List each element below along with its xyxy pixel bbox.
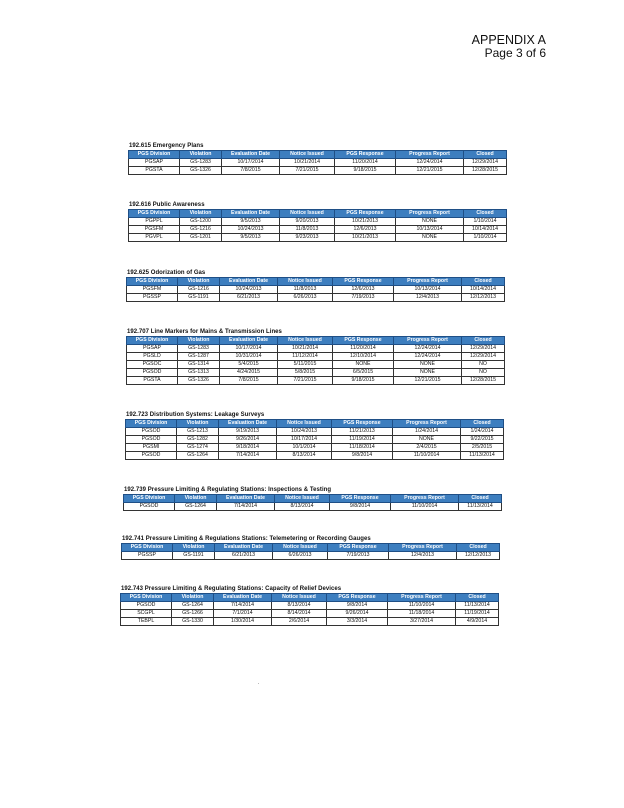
column-header: Violation xyxy=(180,151,222,159)
column-header: PGS Response xyxy=(335,210,396,218)
table-row xyxy=(127,361,505,369)
table-cell: 10/14/2014 xyxy=(464,226,507,234)
table-cell: 11/19/2014 xyxy=(456,610,499,618)
table-row xyxy=(127,294,505,302)
table-cell: 5/4/2015 xyxy=(220,361,278,369)
table-cell: 12/24/2014 xyxy=(396,159,464,167)
table-row xyxy=(127,286,505,294)
table-cell: 10/13/2014 xyxy=(394,286,462,294)
table-cell: 12/29/2014 xyxy=(462,345,505,353)
table-row xyxy=(127,377,505,385)
table-row xyxy=(121,602,499,610)
table-cell: 10/21/2014 xyxy=(278,345,333,353)
table-cell: 11/8/2013 xyxy=(280,226,335,234)
column-header: Violation xyxy=(180,210,222,218)
table-cell: 9/26/2014 xyxy=(219,436,277,444)
table-cell: GS-1201 xyxy=(180,234,222,242)
column-header: Evaluation Date xyxy=(219,420,277,428)
table-cell: GS-1330 xyxy=(172,618,214,626)
table-row xyxy=(129,167,507,175)
table-cell: 7/19/2013 xyxy=(333,294,394,302)
column-header: Progress Report xyxy=(396,151,464,159)
section-title: 192.625 Odorization of Gas xyxy=(127,270,206,276)
table-cell: 11/18/2014 xyxy=(332,444,393,452)
column-header: Progress Report xyxy=(393,420,461,428)
table-cell: PGSAP xyxy=(129,159,180,167)
table-cell: 12/29/2014 xyxy=(462,353,505,361)
table-cell: PGSOD xyxy=(126,428,177,436)
column-header: Progress Report xyxy=(394,337,462,345)
table-cell: 6/26/2013 xyxy=(278,294,333,302)
table-cell: 7/21/2015 xyxy=(280,167,335,175)
column-header: PGS Division xyxy=(129,210,180,218)
table-cell: 12/28/2015 xyxy=(464,167,507,175)
table-cell: 10/31/2014 xyxy=(220,353,278,361)
table-cell: 12/10/2014 xyxy=(333,353,394,361)
table-cell: PGSOD xyxy=(124,503,175,511)
table-cell: 11/21/2013 xyxy=(332,428,393,436)
table-cell: 12/6/2013 xyxy=(335,226,396,234)
table-cell: 10/24/2013 xyxy=(277,428,332,436)
section-5 xyxy=(123,487,502,511)
table-cell: 12/21/2015 xyxy=(394,377,462,385)
column-header: Notice Issued xyxy=(278,278,333,286)
column-header: Violation xyxy=(173,544,215,552)
table-cell: PGPPL xyxy=(129,218,180,226)
table-cell: GS-1216 xyxy=(178,286,220,294)
column-header: Closed xyxy=(456,594,499,602)
table-cell: 2/6/2014 xyxy=(272,618,327,626)
column-header: PGS Division xyxy=(127,278,178,286)
table-cell: 5/8/2015 xyxy=(278,369,333,377)
table-cell: 9/8/2014 xyxy=(330,503,391,511)
column-header: PGS Division xyxy=(124,495,175,503)
table-cell: 10/17/2014 xyxy=(277,436,332,444)
column-header: PGS Response xyxy=(333,278,394,286)
table-row xyxy=(126,436,504,444)
column-header: Notice Issued xyxy=(280,210,335,218)
table-cell: GS-1326 xyxy=(178,377,220,385)
table-header-row xyxy=(129,151,507,159)
table-row xyxy=(129,159,507,167)
table-cell: GS-1314 xyxy=(178,361,220,369)
table-cell: GS-1264 xyxy=(175,503,217,511)
column-header: Progress Report xyxy=(394,278,462,286)
table-cell: 12/24/2014 xyxy=(394,353,462,361)
table-cell: 8/13/2014 xyxy=(277,452,332,460)
table-cell: 10/1/2014 xyxy=(277,444,332,452)
table-cell: 9/18/2015 xyxy=(333,377,394,385)
table-cell: 11/19/2014 xyxy=(332,436,393,444)
table-cell: GS-1213 xyxy=(177,428,219,436)
column-header: Progress Report xyxy=(389,544,457,552)
table-cell: 10/14/2014 xyxy=(462,286,505,294)
table-header-row xyxy=(121,594,499,602)
table-cell: PGSTA xyxy=(127,377,178,385)
violations-table xyxy=(128,150,507,175)
table-cell: 9/18/2015 xyxy=(335,167,396,175)
table-cell: 7/19/2013 xyxy=(328,552,389,560)
table-row xyxy=(126,444,504,452)
table-row xyxy=(127,345,505,353)
column-header: PGS Division xyxy=(121,594,172,602)
table-cell: 2/4/2015 xyxy=(393,444,461,452)
column-header: Violation xyxy=(177,420,219,428)
section-title: 192.615 Emergency Plans xyxy=(129,143,204,149)
table-cell: 7/14/2014 xyxy=(217,503,275,511)
column-header: Evaluation Date xyxy=(220,337,278,345)
table-cell: PGSOD xyxy=(126,452,177,460)
table-cell: 9/5/2013 xyxy=(222,218,280,226)
table-cell: 1/30/2014 xyxy=(214,618,272,626)
table-cell: NONE xyxy=(396,218,464,226)
table-cell: GS-1274 xyxy=(177,444,219,452)
table-row xyxy=(127,369,505,377)
table-cell: PGSMI xyxy=(126,444,177,452)
column-header: Closed xyxy=(459,495,502,503)
table-header-row xyxy=(129,210,507,218)
table-cell: 1/24/2014 xyxy=(461,428,504,436)
table-cell: 12/6/2013 xyxy=(333,286,394,294)
table-cell: 9/20/2013 xyxy=(280,218,335,226)
table-cell: PGSFM xyxy=(127,286,178,294)
column-header: Notice Issued xyxy=(280,151,335,159)
table-cell: NO xyxy=(462,369,505,377)
table-cell: SCGPL xyxy=(121,610,172,618)
table-cell: 12/4/2013 xyxy=(394,294,462,302)
scan-speck xyxy=(258,683,259,684)
table-cell: GS-1282 xyxy=(177,436,219,444)
table-cell: PGSSP xyxy=(127,294,178,302)
table-cell: 11/13/2014 xyxy=(459,503,502,511)
table-cell: 10/21/2013 xyxy=(335,234,396,242)
table-cell: 7/1/2014 xyxy=(214,610,272,618)
table-cell: 10/24/2013 xyxy=(220,286,278,294)
table-cell: GS-1287 xyxy=(178,353,220,361)
column-header: Closed xyxy=(461,420,504,428)
table-cell: 11/10/2014 xyxy=(388,602,456,610)
column-header: PGS Division xyxy=(129,151,180,159)
table-cell: 12/12/2013 xyxy=(462,294,505,302)
column-header: Notice Issued xyxy=(275,495,330,503)
table-cell: 9/8/2014 xyxy=(332,452,393,460)
table-cell: 3/3/2014 xyxy=(327,618,388,626)
table-cell: 12/28/2015 xyxy=(462,377,505,385)
table-cell: 1/10/2014 xyxy=(464,234,507,242)
table-cell: 11/13/2014 xyxy=(461,452,504,460)
column-header: Evaluation Date xyxy=(215,544,273,552)
table-cell: NO xyxy=(462,361,505,369)
page-number: Page 3 of 6 xyxy=(484,46,546,60)
column-header: Notice Issued xyxy=(277,420,332,428)
column-header: Progress Report xyxy=(388,594,456,602)
column-header: Closed xyxy=(464,151,507,159)
table-cell: PGSLD xyxy=(127,353,178,361)
table-cell: 4/9/2014 xyxy=(456,618,499,626)
table-header-row xyxy=(124,495,502,503)
table-cell: 12/4/2013 xyxy=(389,552,457,560)
table-cell: 10/21/2013 xyxy=(335,218,396,226)
section-title: 192.723 Distribution Systems: Leakage Surveys xyxy=(126,412,265,418)
column-header: Evaluation Date xyxy=(222,151,280,159)
table-row xyxy=(127,353,505,361)
column-header: PGS Response xyxy=(327,594,388,602)
column-header: PGS Division xyxy=(127,337,178,345)
table-cell: PGSOD xyxy=(127,369,178,377)
table-row xyxy=(126,428,504,436)
violations-table xyxy=(123,494,502,511)
table-cell: 6/21/2013 xyxy=(220,294,278,302)
column-header: Closed xyxy=(464,210,507,218)
table-cell: 8/14/2014 xyxy=(272,610,327,618)
section-title: 192.743 Pressure Limiting & Regulating Stations: Capacity of Relief Devices xyxy=(121,586,342,592)
table-cell: 9/18/2014 xyxy=(219,444,277,452)
table-cell: GS-1283 xyxy=(180,159,222,167)
column-header: Evaluation Date xyxy=(222,210,280,218)
table-cell: 9/26/2014 xyxy=(327,610,388,618)
appendix-title: APPENDIX A xyxy=(471,33,546,47)
table-row xyxy=(129,234,507,242)
violations-table xyxy=(128,209,507,242)
table-header-row xyxy=(127,337,505,345)
violations-table xyxy=(121,543,500,560)
section-6 xyxy=(121,536,500,560)
section-3 xyxy=(126,329,505,385)
table-cell: 10/17/2014 xyxy=(220,345,278,353)
table-cell: 11/18/2014 xyxy=(388,610,456,618)
column-header: Violation xyxy=(172,594,214,602)
section-4 xyxy=(125,412,504,460)
table-row xyxy=(121,618,499,626)
table-cell: 9/22/2015 xyxy=(461,436,504,444)
table-cell: PGSOC xyxy=(127,361,178,369)
section-1 xyxy=(128,202,507,242)
table-cell: GS-1266 xyxy=(172,610,214,618)
column-header: Progress Report xyxy=(391,495,459,503)
table-cell: PGSAP xyxy=(127,345,178,353)
table-cell: 2/5/2015 xyxy=(461,444,504,452)
table-cell: 9/8/2014 xyxy=(327,602,388,610)
table-cell: 6/21/2013 xyxy=(215,552,273,560)
section-2 xyxy=(126,270,505,302)
column-header: Progress Report xyxy=(396,210,464,218)
table-cell: GS-1326 xyxy=(180,167,222,175)
table-cell: 9/19/2013 xyxy=(219,428,277,436)
column-header: PGS Response xyxy=(330,495,391,503)
violations-table xyxy=(125,419,504,460)
table-cell: PGSSP xyxy=(122,552,173,560)
table-cell: 10/24/2013 xyxy=(222,226,280,234)
table-cell: PGSOD xyxy=(126,436,177,444)
table-cell: 7/21/2015 xyxy=(278,377,333,385)
table-cell: NONE xyxy=(396,234,464,242)
table-row xyxy=(129,226,507,234)
column-header: Violation xyxy=(178,278,220,286)
table-cell: 7/8/2015 xyxy=(220,377,278,385)
column-header: Closed xyxy=(462,278,505,286)
table-cell: 6/26/2013 xyxy=(273,552,328,560)
table-cell: 10/13/2014 xyxy=(396,226,464,234)
column-header: PGS Division xyxy=(126,420,177,428)
table-row xyxy=(124,503,502,511)
table-cell: 9/23/2013 xyxy=(280,234,335,242)
table-header-row xyxy=(127,278,505,286)
table-cell: 3/27/2014 xyxy=(388,618,456,626)
column-header: Closed xyxy=(462,337,505,345)
table-cell: 11/10/2014 xyxy=(391,503,459,511)
column-header: Violation xyxy=(175,495,217,503)
column-header: PGS Division xyxy=(122,544,173,552)
table-cell: TEBPL xyxy=(121,618,172,626)
table-cell: 12/24/2014 xyxy=(394,345,462,353)
table-row xyxy=(126,452,504,460)
section-title: 192.616 Public Awareness xyxy=(129,202,205,208)
table-cell: NONE xyxy=(394,369,462,377)
table-cell: 11/10/2014 xyxy=(393,452,461,460)
table-row xyxy=(129,218,507,226)
table-cell: 12/29/2014 xyxy=(464,159,507,167)
table-cell: PGVPL xyxy=(129,234,180,242)
table-cell: GS-1191 xyxy=(173,552,215,560)
table-header-row xyxy=(126,420,504,428)
table-cell: NONE xyxy=(394,361,462,369)
table-cell: 5/11/2015 xyxy=(278,361,333,369)
table-cell: GS-1216 xyxy=(180,226,222,234)
table-cell: 11/13/2014 xyxy=(456,602,499,610)
table-cell: GS-1264 xyxy=(177,452,219,460)
table-cell: 10/21/2014 xyxy=(280,159,335,167)
table-cell: GS-1191 xyxy=(178,294,220,302)
table-cell: 12/21/2015 xyxy=(396,167,464,175)
table-cell: PGSTA xyxy=(129,167,180,175)
violations-table xyxy=(126,336,505,385)
table-cell: 10/17/2014 xyxy=(222,159,280,167)
column-header: Evaluation Date xyxy=(217,495,275,503)
column-header: Notice Issued xyxy=(272,594,327,602)
column-header: Closed xyxy=(457,544,500,552)
table-row xyxy=(121,610,499,618)
table-cell: 7/14/2014 xyxy=(214,602,272,610)
column-header: PGS Response xyxy=(333,337,394,345)
section-7 xyxy=(120,586,499,626)
table-cell: 1/10/2014 xyxy=(464,218,507,226)
table-cell: 11/20/2014 xyxy=(335,159,396,167)
table-row xyxy=(122,552,500,560)
page-header xyxy=(472,34,546,60)
table-cell: 9/5/2013 xyxy=(222,234,280,242)
violations-table xyxy=(120,593,499,626)
table-cell: 6/5/2015 xyxy=(333,369,394,377)
table-cell: PGSOD xyxy=(121,602,172,610)
table-cell: PGSFM xyxy=(129,226,180,234)
table-cell: GS-1200 xyxy=(180,218,222,226)
column-header: Notice Issued xyxy=(273,544,328,552)
table-cell: 4/24/2015 xyxy=(220,369,278,377)
section-title: 192.707 Line Markers for Mains & Transmission Lines xyxy=(127,329,282,335)
table-cell: 11/8/2013 xyxy=(278,286,333,294)
column-header: PGS Response xyxy=(335,151,396,159)
table-cell: 7/8/2015 xyxy=(222,167,280,175)
column-header: PGS Response xyxy=(328,544,389,552)
table-cell: GS-1264 xyxy=(172,602,214,610)
section-title: 192.741 Pressure Limiting & Regulations Stations: Telemetering or Recording Gauges xyxy=(122,536,371,542)
table-cell: 7/14/2014 xyxy=(219,452,277,460)
column-header: Evaluation Date xyxy=(214,594,272,602)
table-cell: 11/20/2014 xyxy=(333,345,394,353)
column-header: Evaluation Date xyxy=(220,278,278,286)
section-0 xyxy=(128,143,507,175)
table-cell: NONE xyxy=(393,436,461,444)
table-cell: 1/24/2014 xyxy=(393,428,461,436)
column-header: PGS Response xyxy=(332,420,393,428)
violations-table xyxy=(126,277,505,302)
table-cell: NONE xyxy=(333,361,394,369)
table-cell: 11/12/2014 xyxy=(278,353,333,361)
table-cell: 8/13/2014 xyxy=(275,503,330,511)
table-cell: 8/13/2014 xyxy=(272,602,327,610)
table-header-row xyxy=(122,544,500,552)
table-cell: GS-1283 xyxy=(178,345,220,353)
section-title: 192.739 Pressure Limiting & Regulating Stations: Inspections & Testing xyxy=(124,487,332,493)
column-header: Violation xyxy=(178,337,220,345)
table-cell: GS-1313 xyxy=(178,369,220,377)
table-cell: 12/12/2013 xyxy=(457,552,500,560)
column-header: Notice Issued xyxy=(278,337,333,345)
